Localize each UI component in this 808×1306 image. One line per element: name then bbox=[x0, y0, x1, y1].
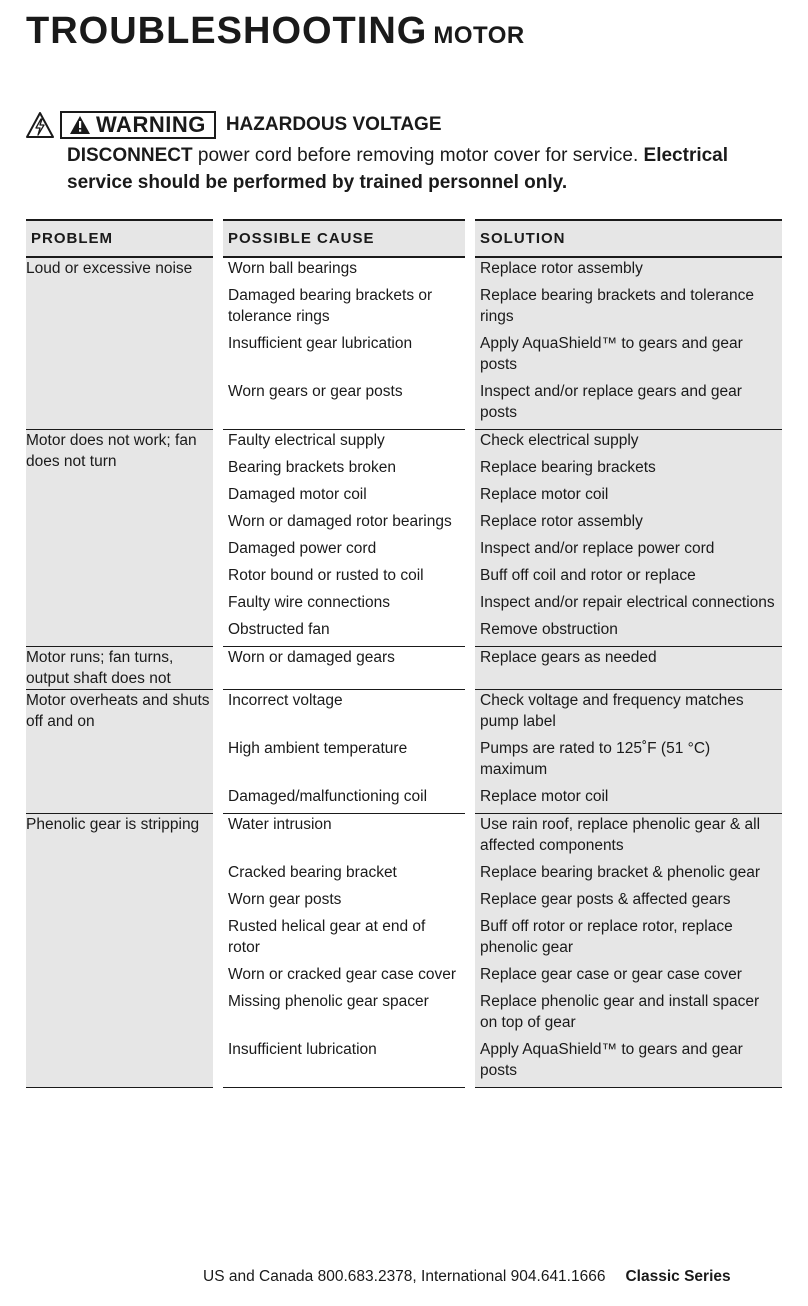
cause-item: Worn or cracked gear case cover bbox=[228, 966, 457, 983]
cause-cell bbox=[218, 690, 470, 814]
cause-item: Insufficient gear lubrication bbox=[228, 335, 413, 352]
solution-item: Replace gears as needed bbox=[480, 649, 657, 666]
cause-item: Insufficient lubrication bbox=[228, 1041, 377, 1058]
solution-item: Remove obstruction bbox=[480, 621, 618, 638]
page-footer bbox=[203, 1268, 731, 1286]
solution-item: Inspect and/or replace gears and gear posts bbox=[480, 383, 742, 421]
warning-strong-disconnect: DISCONNECT bbox=[67, 145, 193, 166]
cause-item: Damaged power cord bbox=[228, 540, 377, 557]
table-row bbox=[26, 647, 782, 690]
header-possible-cause: POSSIBLE CAUSE bbox=[218, 220, 470, 257]
problem-cell: Motor runs; fan turns, output shaft does not bbox=[26, 647, 218, 690]
cause-item: Rusted helical gear at end of rotor bbox=[228, 918, 426, 956]
solution-item: Pumps are rated to 125˚F (51 °C) maximum bbox=[480, 740, 711, 778]
solution-item: Replace bearing brackets bbox=[480, 459, 656, 476]
table-row bbox=[26, 430, 782, 647]
cause-item: High ambient temperature bbox=[228, 740, 408, 757]
solution-item: Buff off rotor or replace rotor, replace phenolic gear bbox=[480, 918, 733, 956]
solution-item: Apply AquaShield™ to gears and gear posts bbox=[480, 1041, 743, 1079]
header-problem: PROBLEM bbox=[26, 220, 218, 257]
cause-cell bbox=[218, 430, 470, 647]
solution-cell bbox=[470, 257, 782, 430]
cause-item: Incorrect voltage bbox=[228, 692, 343, 709]
cause-item: Bearing brackets broken bbox=[228, 459, 397, 476]
solution-item: Check voltage and frequency matches pump label bbox=[480, 692, 744, 730]
hazard-heading: HAZARDOUS VOLTAGE bbox=[225, 114, 442, 135]
table-header-row bbox=[26, 220, 782, 257]
solution-item: Inspect and/or replace power cord bbox=[480, 540, 715, 557]
warning-strong-service: Electrical service should be performed by trained personnel only. bbox=[67, 145, 729, 193]
warning-heading bbox=[26, 108, 442, 142]
solution-item: Replace bearing bracket & phenolic gear bbox=[480, 864, 761, 881]
title-subtitle: MOTOR bbox=[433, 22, 525, 49]
solution-cell bbox=[470, 814, 782, 1088]
solution-item: Replace gear posts & affected gears bbox=[480, 891, 731, 908]
solution-item: Replace rotor assembly bbox=[480, 260, 643, 277]
cause-cell bbox=[218, 257, 470, 430]
cause-item: Worn or damaged gears bbox=[228, 649, 395, 666]
solution-item: Replace motor coil bbox=[480, 486, 609, 503]
cause-item: Missing phenolic gear spacer bbox=[228, 993, 429, 1010]
cause-item: Rotor bound or rusted to coil bbox=[228, 567, 424, 584]
cause-item: Cracked bearing bracket bbox=[228, 864, 397, 881]
troubleshooting-table bbox=[26, 219, 782, 1088]
cause-cell bbox=[218, 814, 470, 1088]
cause-item: Faulty electrical supply bbox=[228, 432, 385, 449]
table-row bbox=[26, 814, 782, 1088]
table-row bbox=[26, 257, 782, 430]
warning-text bbox=[67, 142, 787, 196]
header-solution: SOLUTION bbox=[470, 220, 782, 257]
solution-item: Apply AquaShield™ to gears and gear posts bbox=[480, 335, 743, 373]
cause-cell bbox=[218, 647, 470, 690]
cause-item: Water intrusion bbox=[228, 816, 332, 833]
problem-cell: Loud or excessive noise bbox=[26, 257, 218, 430]
cause-item: Obstructed fan bbox=[228, 621, 330, 638]
solution-item: Buff off coil and rotor or replace bbox=[480, 567, 696, 584]
solution-item: Inspect and/or repair electrical connections bbox=[480, 594, 775, 611]
cause-item: Faulty wire connections bbox=[228, 594, 390, 611]
solution-item: Check electrical supply bbox=[480, 432, 639, 449]
cause-item: Worn or damaged rotor bearings bbox=[228, 513, 452, 530]
warning-label: WARNING bbox=[96, 112, 206, 137]
footer-series: Classic Series bbox=[625, 1268, 731, 1285]
high-voltage-icon bbox=[26, 111, 54, 139]
cause-item: Damaged motor coil bbox=[228, 486, 367, 503]
solution-item: Replace phenolic gear and install spacer on top of gear bbox=[480, 993, 760, 1031]
cause-item: Worn ball bearings bbox=[228, 260, 357, 277]
problem-cell: Motor does not work; fan does not turn bbox=[26, 430, 218, 647]
warning-triangle-icon bbox=[70, 116, 90, 134]
problem-cell: Motor overheats and shuts off and on bbox=[26, 690, 218, 814]
title-main: TROUBLESHOOTING bbox=[26, 10, 428, 52]
warning-body: power cord before removing motor cover for service. bbox=[192, 145, 644, 166]
solution-item: Replace rotor assembly bbox=[480, 513, 643, 530]
solution-item: Replace gear case or gear case cover bbox=[480, 966, 742, 983]
cause-item: Damaged/malfunctioning coil bbox=[228, 788, 428, 805]
table-row bbox=[26, 690, 782, 814]
solution-cell bbox=[470, 690, 782, 814]
solution-cell bbox=[470, 647, 782, 690]
solution-item: Replace bearing brackets and tolerance rings bbox=[480, 287, 755, 325]
solution-item: Replace motor coil bbox=[480, 788, 609, 805]
cause-item: Worn gear posts bbox=[228, 891, 342, 908]
solution-item: Use rain roof, replace phenolic gear & all affected components bbox=[480, 816, 761, 854]
page-title bbox=[26, 10, 525, 53]
problem-cell: Phenolic gear is stripping bbox=[26, 814, 218, 1088]
cause-item: Worn gears or gear posts bbox=[228, 383, 403, 400]
solution-cell bbox=[470, 430, 782, 647]
footer-contact: US and Canada 800.683.2378, International 904.641.1666 bbox=[203, 1268, 606, 1285]
warning-label-box bbox=[60, 111, 216, 139]
cause-item: Damaged bearing brackets or tolerance rings bbox=[228, 287, 433, 325]
